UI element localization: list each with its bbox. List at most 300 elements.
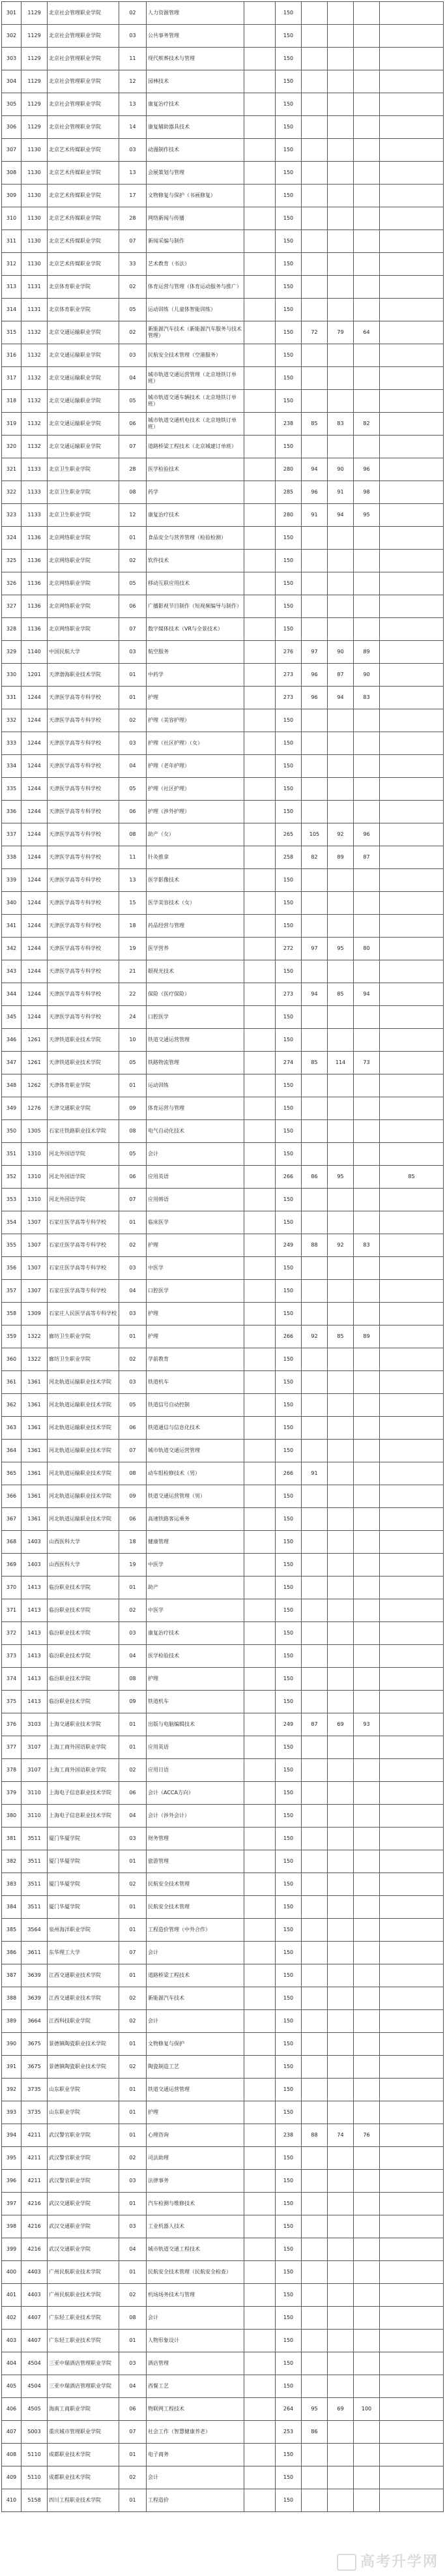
cell-score-d (380, 550, 444, 572)
cell-score-c (354, 367, 380, 390)
cell-min-score: 150 (276, 2147, 302, 2170)
cell-extra (244, 70, 276, 93)
cell-score-d (380, 1554, 444, 1577)
cell-score-b (328, 1257, 354, 1280)
cell-major-code: 04 (119, 367, 147, 390)
cell-major-name: 护理（涉外护理） (147, 801, 244, 823)
cell-row-number: 359 (2, 1325, 22, 1348)
cell-score-d (380, 1668, 444, 1691)
cell-score-c: 89 (354, 641, 380, 664)
cell-min-score: 150 (276, 1508, 302, 1531)
cell-major-code: 08 (119, 1462, 147, 1485)
cell-row-number: 384 (2, 1896, 22, 1919)
cell-extra (244, 1417, 276, 1440)
cell-school-code: 1130 (22, 139, 48, 162)
cell-row-number: 368 (2, 1531, 22, 1554)
cell-score-b (328, 572, 354, 595)
cell-school-code: 3103 (22, 1713, 48, 1736)
cell-extra (244, 1987, 276, 2010)
cell-score-a (302, 2079, 328, 2101)
cell-major-name: 铁路物流管理 (147, 1052, 244, 1074)
cell-row-number: 388 (2, 1987, 22, 2010)
cell-extra (244, 321, 276, 344)
cell-score-c (354, 1805, 380, 1828)
table-row (2, 2444, 444, 2466)
cell-row-number: 404 (2, 2352, 22, 2375)
cell-major-code: 11 (119, 48, 147, 70)
cell-score-c (354, 869, 380, 892)
cell-score-d (380, 2352, 444, 2375)
cell-school-name: 石家庄人民医学高等专科学校 (48, 1303, 119, 1325)
cell-major-name: 医学美容技术（女） (147, 892, 244, 915)
cell-min-score: 249 (276, 1234, 302, 1257)
cell-row-number: 360 (2, 1348, 22, 1371)
cell-score-d (380, 185, 444, 207)
logo-icon (337, 2554, 356, 2571)
cell-extra (244, 1531, 276, 1554)
cell-school-name: 廊坊卫生职业学院 (48, 1325, 119, 1348)
cell-school-name: 天津体育职业学院 (48, 1074, 119, 1097)
cell-score-b (328, 1736, 354, 1759)
cell-school-code: 1322 (22, 1348, 48, 1371)
cell-major-code: 04 (119, 755, 147, 778)
cell-min-score: 150 (276, 230, 302, 253)
cell-major-name: 会计 (147, 1942, 244, 1964)
cell-extra (244, 2466, 276, 2489)
cell-school-code: 1132 (22, 413, 48, 436)
table-row (2, 709, 444, 732)
cell-school-code: 1413 (22, 1599, 48, 1622)
cell-major-name: 应用英语 (147, 1166, 244, 1189)
table-row (2, 2466, 444, 2489)
cell-row-number: 370 (2, 1577, 22, 1599)
cell-score-d (380, 1919, 444, 1942)
cell-major-name: 康复治疗技术 (147, 93, 244, 116)
table-row (2, 1645, 444, 1668)
cell-major-code: 01 (119, 1577, 147, 1599)
cell-row-number: 409 (2, 2466, 22, 2489)
cell-score-c (354, 1645, 380, 1668)
cell-extra (244, 1828, 276, 1850)
cell-min-score: 150 (276, 1782, 302, 1805)
table-row (2, 2330, 444, 2352)
cell-score-a (302, 116, 328, 139)
cell-score-b (328, 2330, 354, 2352)
cell-score-b (328, 2010, 354, 2033)
cell-major-code: 02 (119, 276, 147, 299)
cell-min-score: 150 (276, 185, 302, 207)
table-row (2, 983, 444, 1006)
cell-major-code: 06 (119, 1782, 147, 1805)
cell-school-code: 1307 (22, 1211, 48, 1234)
cell-score-b (328, 1622, 354, 1645)
cell-score-b: 94 (328, 504, 354, 527)
cell-school-code: 3110 (22, 1805, 48, 1828)
cell-score-d (380, 1303, 444, 1325)
cell-major-code: 17 (119, 185, 147, 207)
cell-school-code: 1132 (22, 344, 48, 367)
cell-score-a (302, 2, 328, 25)
cell-min-score: 264 (276, 2398, 302, 2421)
cell-score-d (380, 1873, 444, 1896)
cell-score-a (302, 1440, 328, 1462)
cell-score-d (380, 2261, 444, 2284)
cell-school-code: 1244 (22, 915, 48, 938)
cell-row-number: 312 (2, 253, 22, 276)
cell-score-a (302, 960, 328, 983)
cell-school-name: 临汾职业技术学院 (48, 1691, 119, 1713)
cell-major-name: 民航安全技术管理 (147, 1873, 244, 1896)
table-row (2, 2215, 444, 2238)
cell-score-a (302, 1485, 328, 1508)
cell-school-code: 3639 (22, 1964, 48, 1987)
table-row (2, 1805, 444, 1828)
cell-major-name: 民航安全技术管理（空港服务） (147, 344, 244, 367)
cell-min-score: 150 (276, 116, 302, 139)
cell-score-a: 85 (302, 413, 328, 436)
cell-major-code: 01 (119, 1211, 147, 1234)
cell-score-a (302, 1782, 328, 1805)
table-row (2, 390, 444, 413)
cell-school-name: 临汾职业技术学院 (48, 1622, 119, 1645)
cell-major-code: 04 (119, 1645, 147, 1668)
table-row (2, 1234, 444, 1257)
cell-score-b (328, 1097, 354, 1120)
cell-major-name: 铁道机车 (147, 1691, 244, 1713)
cell-min-score: 150 (276, 48, 302, 70)
cell-major-name: 道路桥梁工程技术 (147, 1964, 244, 1987)
cell-row-number: 371 (2, 1599, 22, 1622)
cell-major-name: 康复辅助器具技术 (147, 116, 244, 139)
cell-school-name: 石家庄医学高等专科学校 (48, 1257, 119, 1280)
cell-extra (244, 572, 276, 595)
table-row (2, 1189, 444, 1211)
cell-min-score: 150 (276, 2261, 302, 2284)
cell-score-b (328, 1462, 354, 1485)
cell-score-b (328, 732, 354, 755)
cell-extra (244, 938, 276, 960)
cell-major-name: 铁道交通运营管理 (147, 2079, 244, 2101)
cell-score-d (380, 2284, 444, 2307)
cell-min-score: 253 (276, 2421, 302, 2444)
cell-major-name: 铁道通信与信息化技术 (147, 1417, 244, 1440)
cell-min-score: 150 (276, 1554, 302, 1577)
cell-school-code: 1413 (22, 1691, 48, 1713)
cell-row-number: 342 (2, 938, 22, 960)
cell-min-score: 150 (276, 1485, 302, 1508)
cell-score-a (302, 1645, 328, 1668)
cell-major-name: 临床医学 (147, 1211, 244, 1234)
cell-min-score: 273 (276, 983, 302, 1006)
cell-score-b (328, 1942, 354, 1964)
cell-school-name: 广州民航职业技术学院 (48, 2261, 119, 2284)
cell-major-code: 06 (119, 1417, 147, 1440)
cell-major-code: 03 (119, 2170, 147, 2193)
cell-school-code: 1130 (22, 162, 48, 185)
cell-extra (244, 732, 276, 755)
table-row (2, 1828, 444, 1850)
table-row (2, 93, 444, 116)
cell-school-name: 广东轻工职业技术学院 (48, 2307, 119, 2330)
cell-score-c (354, 778, 380, 801)
cell-score-c: 80 (354, 938, 380, 960)
cell-school-code: 3107 (22, 1759, 48, 1782)
cell-school-name: 北京社会管理职业学院 (48, 2, 119, 25)
cell-major-code: 02 (119, 1873, 147, 1896)
cell-major-code: 01 (119, 1713, 147, 1736)
cell-extra (244, 2307, 276, 2330)
cell-school-name: 成都职业技术学院 (48, 2444, 119, 2466)
table-row (2, 1942, 444, 1964)
cell-major-code: 28 (119, 207, 147, 230)
cell-score-a (302, 2489, 328, 2512)
table-row (2, 2352, 444, 2375)
cell-score-d (380, 755, 444, 778)
cell-school-code: 1413 (22, 1577, 48, 1599)
cell-min-score: 150 (276, 1828, 302, 1850)
cell-score-d (380, 321, 444, 344)
cell-school-name: 成都职业技术学院 (48, 2466, 119, 2489)
cell-major-name: 中医学 (147, 1257, 244, 1280)
table-row (2, 276, 444, 299)
cell-min-score: 150 (276, 1645, 302, 1668)
cell-min-score: 285 (276, 481, 302, 504)
cell-score-b (328, 869, 354, 892)
cell-min-score: 150 (276, 1074, 302, 1097)
cell-min-score: 150 (276, 299, 302, 321)
cell-min-score: 150 (276, 276, 302, 299)
cell-min-score: 273 (276, 664, 302, 687)
cell-major-name: 护理 (147, 1303, 244, 1325)
cell-score-d (380, 1987, 444, 2010)
cell-score-a (302, 1828, 328, 1850)
cell-score-c (354, 1440, 380, 1462)
cell-score-b (328, 1828, 354, 1850)
cell-score-c (354, 1554, 380, 1577)
cell-score-c: 89 (354, 1325, 380, 1348)
cell-score-c (354, 1348, 380, 1371)
cell-score-c (354, 1599, 380, 1622)
table-row (2, 1668, 444, 1691)
cell-score-b: 74 (328, 2124, 354, 2147)
cell-extra (244, 2444, 276, 2466)
cell-score-b (328, 1074, 354, 1097)
cell-major-name: 医学检验技术 (147, 458, 244, 481)
cell-score-a: 92 (302, 1325, 328, 1348)
cell-score-a (302, 1850, 328, 1873)
cell-school-code: 1307 (22, 1280, 48, 1303)
cell-extra (244, 481, 276, 504)
cell-extra (244, 1371, 276, 1394)
cell-min-score: 266 (276, 1325, 302, 1348)
cell-score-b (328, 595, 354, 618)
cell-major-name: 人力资源管理 (147, 2, 244, 25)
cell-score-d (380, 253, 444, 276)
cell-score-b: 69 (328, 1713, 354, 1736)
cell-school-name: 北京交通运输职业学院 (48, 367, 119, 390)
cell-extra (244, 2056, 276, 2079)
cell-extra (244, 2193, 276, 2215)
cell-school-code: 1136 (22, 527, 48, 550)
cell-score-b (328, 2352, 354, 2375)
cell-score-a: 96 (302, 481, 328, 504)
cell-school-code: 1413 (22, 1645, 48, 1668)
table-row (2, 572, 444, 595)
cell-school-name: 北京网络职业学院 (48, 595, 119, 618)
cell-row-number: 334 (2, 755, 22, 778)
cell-score-d (380, 2170, 444, 2193)
cell-major-name: 运动训练 (147, 1074, 244, 1097)
table-row (2, 1736, 444, 1759)
table-row (2, 2101, 444, 2124)
cell-score-a: 82 (302, 846, 328, 869)
cell-school-code: 1129 (22, 116, 48, 139)
cell-score-b (328, 2101, 354, 2124)
cell-score-a (302, 1029, 328, 1052)
table-row (2, 2284, 444, 2307)
cell-row-number: 352 (2, 1166, 22, 1189)
cell-score-d (380, 1577, 444, 1599)
cell-row-number: 320 (2, 436, 22, 458)
cell-score-c (354, 1508, 380, 1531)
table-row (2, 1120, 444, 1143)
cell-major-code: 08 (119, 823, 147, 846)
cell-score-b: 91 (328, 481, 354, 504)
cell-extra (244, 1554, 276, 1577)
cell-score-d (380, 618, 444, 641)
cell-min-score: 258 (276, 846, 302, 869)
cell-row-number: 402 (2, 2307, 22, 2330)
cell-score-b (328, 2170, 354, 2193)
cell-extra (244, 550, 276, 572)
cell-score-b (328, 892, 354, 915)
cell-school-name: 厦门华厦学院 (48, 1896, 119, 1919)
cell-score-c: 98 (354, 481, 380, 504)
table-row (2, 413, 444, 436)
cell-score-b (328, 2215, 354, 2238)
cell-score-a: 94 (302, 983, 328, 1006)
cell-major-code: 05 (119, 1143, 147, 1166)
cell-row-number: 405 (2, 2375, 22, 2398)
cell-major-name: 社会工作（智慧健康养老） (147, 2421, 244, 2444)
watermark-text: 高考升学网 (360, 2554, 438, 2570)
table-row (2, 1554, 444, 1577)
cell-score-a (302, 299, 328, 321)
cell-extra (244, 2010, 276, 2033)
cell-score-b (328, 709, 354, 732)
cell-score-c: 83 (354, 1234, 380, 1257)
cell-min-score: 150 (276, 892, 302, 915)
table-row (2, 2147, 444, 2170)
cell-row-number: 364 (2, 1440, 22, 1462)
cell-row-number: 350 (2, 1120, 22, 1143)
cell-score-c (354, 801, 380, 823)
cell-school-code: 1129 (22, 70, 48, 93)
cell-major-name: 新能源汽车技术（新能源汽车服务与技术管理） (147, 321, 244, 344)
cell-school-name: 天津医学高等专科学校 (48, 778, 119, 801)
table-row (2, 1462, 444, 1485)
cell-score-d (380, 2489, 444, 2512)
cell-score-b (328, 253, 354, 276)
cell-score-a (302, 2375, 328, 2398)
cell-extra (244, 253, 276, 276)
cell-min-score: 150 (276, 2010, 302, 2033)
cell-score-d (380, 413, 444, 436)
cell-score-a (302, 2193, 328, 2215)
cell-school-code: 1244 (22, 892, 48, 915)
table-row (2, 1280, 444, 1303)
cell-score-c (354, 2489, 380, 2512)
cell-score-a (302, 801, 328, 823)
cell-extra (244, 2375, 276, 2398)
cell-school-code: 1136 (22, 550, 48, 572)
cell-min-score: 150 (276, 436, 302, 458)
cell-major-code: 11 (119, 846, 147, 869)
cell-major-name: 工程造价管理（中外合作） (147, 1919, 244, 1942)
cell-score-c (354, 595, 380, 618)
cell-major-name: 酒店管理 (147, 2352, 244, 2375)
cell-score-b (328, 1508, 354, 1531)
cell-extra (244, 1645, 276, 1668)
cell-school-code: 1244 (22, 778, 48, 801)
cell-score-d (380, 2421, 444, 2444)
cell-row-number: 376 (2, 1713, 22, 1736)
cell-row-number: 395 (2, 2147, 22, 2170)
cell-min-score: 150 (276, 2056, 302, 2079)
cell-score-c: 96 (354, 458, 380, 481)
cell-score-a (302, 709, 328, 732)
cell-min-score: 150 (276, 1873, 302, 1896)
table-row (2, 1850, 444, 1873)
cell-school-name: 北京网络职业学院 (48, 618, 119, 641)
cell-min-score: 150 (276, 1691, 302, 1713)
cell-row-number: 330 (2, 664, 22, 687)
cell-major-code: 01 (119, 687, 147, 709)
cell-row-number: 343 (2, 960, 22, 983)
cell-score-d (380, 2238, 444, 2261)
cell-extra (244, 436, 276, 458)
cell-extra (244, 207, 276, 230)
cell-row-number: 369 (2, 1554, 22, 1577)
cell-score-a (302, 1531, 328, 1554)
cell-school-name: 临汾职业技术学院 (48, 1599, 119, 1622)
cell-school-name: 河北轨道运输职业技术学院 (48, 1417, 119, 1440)
cell-major-name: 护理（老年护理） (147, 755, 244, 778)
cell-major-name: 心理咨询 (147, 2124, 244, 2147)
cell-score-a (302, 915, 328, 938)
cell-school-code: 1132 (22, 436, 48, 458)
cell-school-code: 1361 (22, 1394, 48, 1417)
cell-row-number: 366 (2, 1485, 22, 1508)
cell-school-code: 1136 (22, 595, 48, 618)
table-row (2, 595, 444, 618)
cell-row-number: 321 (2, 458, 22, 481)
cell-score-a (302, 1074, 328, 1097)
cell-major-code: 10 (119, 1029, 147, 1052)
cell-row-number: 393 (2, 2101, 22, 2124)
cell-major-name: 陶瓷制造工艺 (147, 2056, 244, 2079)
cell-school-name: 北京卫生职业学院 (48, 458, 119, 481)
cell-score-c (354, 1280, 380, 1303)
cell-major-code: 02 (119, 2, 147, 25)
cell-score-d (380, 1257, 444, 1280)
cell-score-b (328, 1143, 354, 1166)
cell-school-name: 江西科技职业学院 (48, 2010, 119, 2033)
cell-major-code: 07 (119, 1189, 147, 1211)
cell-score-b (328, 1417, 354, 1440)
cell-score-a (302, 344, 328, 367)
cell-extra (244, 2215, 276, 2238)
